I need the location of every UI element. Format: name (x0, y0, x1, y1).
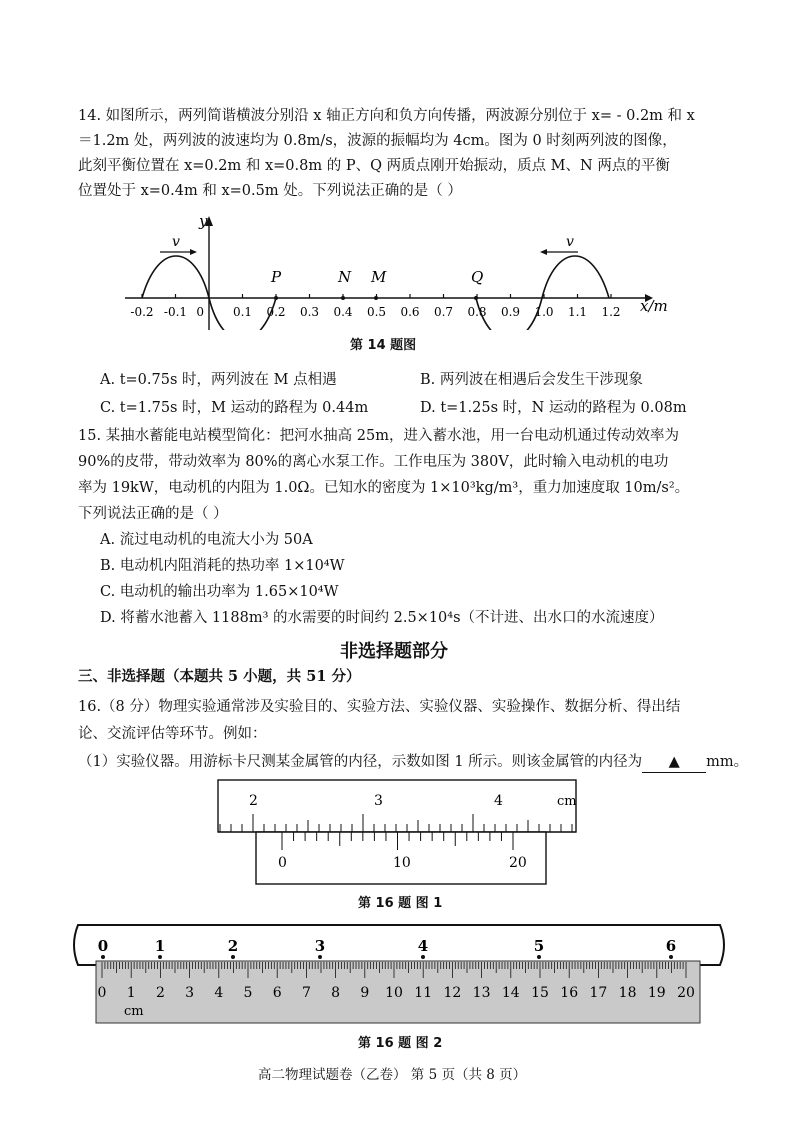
q16-line-1: 16.（8 分）物理实验通常涉及实验目的、实验方法、实验仪器、实验操作、数据分析、得出结 (78, 699, 681, 715)
ruler-ticks (102, 962, 686, 978)
point-dot-N (341, 296, 345, 300)
tube-dot-1 (158, 955, 162, 959)
fig1-caption: 第 16 题 图 1 (358, 896, 443, 911)
ruler-label-5: 5 (243, 985, 253, 1001)
point-Q: Q (471, 268, 484, 286)
q15-option-a: A. 流过电动机的电流大小为 50A (100, 532, 313, 548)
q15-line-3: 率为 19kW，电动机的内阻为 1.0Ω。已知水的密度为 1×10³kg/m³，重力加速度取 10m/s²。 (78, 480, 690, 496)
q14-option-c: C. t=1.75s 时，M 运动的路程为 0.44m (100, 400, 369, 416)
y-axis-label: y (199, 212, 208, 230)
left-v-label: v (172, 234, 180, 250)
q15-option-b: B. 电动机内阻消耗的热功率 1×10⁴W (100, 558, 345, 574)
fig2-caption: 第 16 题 图 2 (358, 1036, 443, 1051)
q16-part1-text: （1）实验仪器。用游标卡尺测某金属管的内径，示数如图 1 所示。则该金属管的内径为 (78, 754, 643, 770)
point-dot-M (374, 296, 378, 300)
main-unit: cm (557, 794, 577, 809)
q15-line-2: 90%的皮带，带动效率为 80%的离心水泵工作。工作电压为 380V，此时输入电动机的电功 (78, 454, 669, 470)
q14-option-a: A. t=0.75s 时，两列波在 M 点相遇 (100, 372, 337, 388)
ruler-label-7: 7 (301, 985, 311, 1001)
section-3-heading: 三、非选择题（本题共 5 小题，共 51 分） (78, 668, 361, 685)
tick-label--0.1: -0.1 (163, 305, 188, 319)
tick-label--0.2: -0.2 (130, 305, 154, 319)
vernier-label-0: 0 (278, 855, 287, 871)
tube-label-5: 5 (533, 937, 545, 955)
ruler-label-16: 16 (560, 985, 579, 1001)
tube-outline (74, 925, 724, 965)
tick-label-0.8: 0.8 (467, 305, 487, 319)
tube-label-0: 0 (97, 937, 109, 955)
ruler-label-18: 18 (618, 985, 637, 1001)
tick-labels (130, 305, 620, 319)
answer-blank: ▲ (642, 752, 706, 773)
vernier-label-20: 20 (509, 855, 527, 871)
main-scale-body (218, 780, 576, 832)
vernier-caliper-figure (200, 778, 580, 888)
tube-label-4: 4 (417, 937, 429, 955)
ruler-labels (98, 985, 695, 1001)
q16-part1-unit: mm。 (706, 754, 749, 770)
ruler-label-4: 4 (214, 985, 224, 1001)
tick-label-0.5: 0.5 (366, 305, 387, 319)
tube-label-6: 6 (665, 937, 677, 955)
point-M: M (371, 268, 387, 286)
page-footer: 高二物理试题卷（乙卷） 第 5 页（共 8 页） (258, 1067, 527, 1083)
tube-labels (98, 937, 676, 959)
ruler-label-11: 11 (414, 985, 433, 1001)
q14-option-d: D. t=1.25s 时，N 运动的路程为 0.08m (420, 400, 687, 416)
tick-label-0.2: 0.2 (266, 305, 286, 319)
tick-label-0.1: 0.1 (232, 305, 253, 319)
tick-label-origin: 0 (196, 305, 204, 319)
ruler-label-1: 1 (126, 985, 136, 1001)
ruler-unit: cm (124, 1004, 144, 1019)
q16-line-2: 论、交流评估等环节。例如： (78, 726, 267, 742)
q14-line-4: 位置处于 x=0.4m 和 x=0.5m 处。下列说法正确的是（ ） (78, 183, 462, 199)
tick-label-0.3: 0.3 (299, 305, 320, 319)
section-title: 非选择题部分 (340, 641, 448, 662)
tick-label-1.0: 1.0 (534, 305, 554, 319)
tick-label-1.1: 1.1 (567, 305, 588, 319)
point-N: N (338, 268, 352, 286)
main-label-4: 4 (494, 793, 503, 809)
q16-part1 (78, 752, 748, 773)
tick-label-1.2: 1.2 (601, 305, 621, 319)
tube-dot-4 (421, 955, 425, 959)
right-v-label: v (566, 234, 574, 250)
q14-line-3: 此刻平衡位置在 x=0.2m 和 x=0.8m 的 P、Q 两质点刚开始振动，质点 M、N 两点的平衡 (78, 158, 670, 174)
ruler-label-3: 3 (185, 985, 195, 1001)
tube-dot-3 (318, 955, 322, 959)
q14-option-b: B. 两列波在相遇后会发生干涉现象 (420, 372, 643, 388)
tube-label-3: 3 (314, 937, 326, 955)
ruler-label-6: 6 (272, 985, 282, 1001)
ruler-label-13: 13 (472, 985, 491, 1001)
tick-label-0.6: 0.6 (400, 305, 420, 319)
tick-label-0.4: 0.4 (333, 305, 353, 319)
ruler-label-0: 0 (97, 985, 107, 1001)
point-P: P (271, 268, 282, 286)
tick-label-0.9: 0.9 (500, 305, 521, 319)
main-label-3: 3 (374, 793, 383, 809)
ruler-label-9: 9 (360, 985, 370, 1001)
q15-line-1: 15. 某抽水蓄能电站模型简化：把河水抽高 25m，进入蓄水池，用一台电动机通过传动效率为 (78, 428, 679, 444)
x-axis-label: x/m (640, 297, 668, 315)
ruler-label-20: 20 (677, 985, 695, 1001)
tube-dot-5 (537, 955, 541, 959)
q15-option-d: D. 将蓄水池蓄入 1188m³ 的水需要的时间约 2.5×10⁴s（不计进、出水口的水流速度） (100, 610, 664, 626)
q15-line-4: 下列说法正确的是（ ） (78, 506, 228, 522)
right-v-arrow (540, 249, 547, 255)
tube-dot-2 (231, 955, 235, 959)
ruler-label-15: 15 (531, 985, 549, 1001)
fig14-caption: 第 14 题图 (350, 338, 417, 353)
q15-option-c: C. 电动机的输出功率为 1.65×10⁴W (100, 584, 339, 600)
left-v-arrow (190, 249, 197, 255)
tick-marks (142, 294, 611, 300)
vernier-label-10: 10 (393, 855, 411, 871)
tube-dot-6 (669, 955, 673, 959)
ruler-label-17: 17 (589, 985, 608, 1001)
ruler-figure (60, 915, 740, 1030)
ruler-label-19: 19 (647, 985, 666, 1001)
ruler-label-8: 8 (331, 985, 341, 1001)
tube-label-1: 1 (154, 937, 166, 955)
q14-line-2: ＝1.2m 处，两列波的波速均为 0.8m/s，波源的振幅均为 4cm。图为 0 时刻两列波的图像， (78, 133, 677, 149)
ruler-label-12: 12 (443, 985, 462, 1001)
tick-label-0.7: 0.7 (433, 305, 454, 319)
main-label-2: 2 (249, 793, 258, 809)
wave-figure (120, 210, 680, 330)
tube-label-2: 2 (227, 937, 239, 955)
ruler-label-14: 14 (501, 985, 520, 1001)
ruler-label-2: 2 (155, 985, 165, 1001)
ruler-label-10: 10 (385, 985, 403, 1001)
tube-dot-0 (101, 955, 105, 959)
q14-line-1: 14. 如图所示，两列简谐横波分别沿 x 轴正方向和负方向传播，两波源分别位于 x= - 0.2m 和 x (78, 108, 695, 124)
